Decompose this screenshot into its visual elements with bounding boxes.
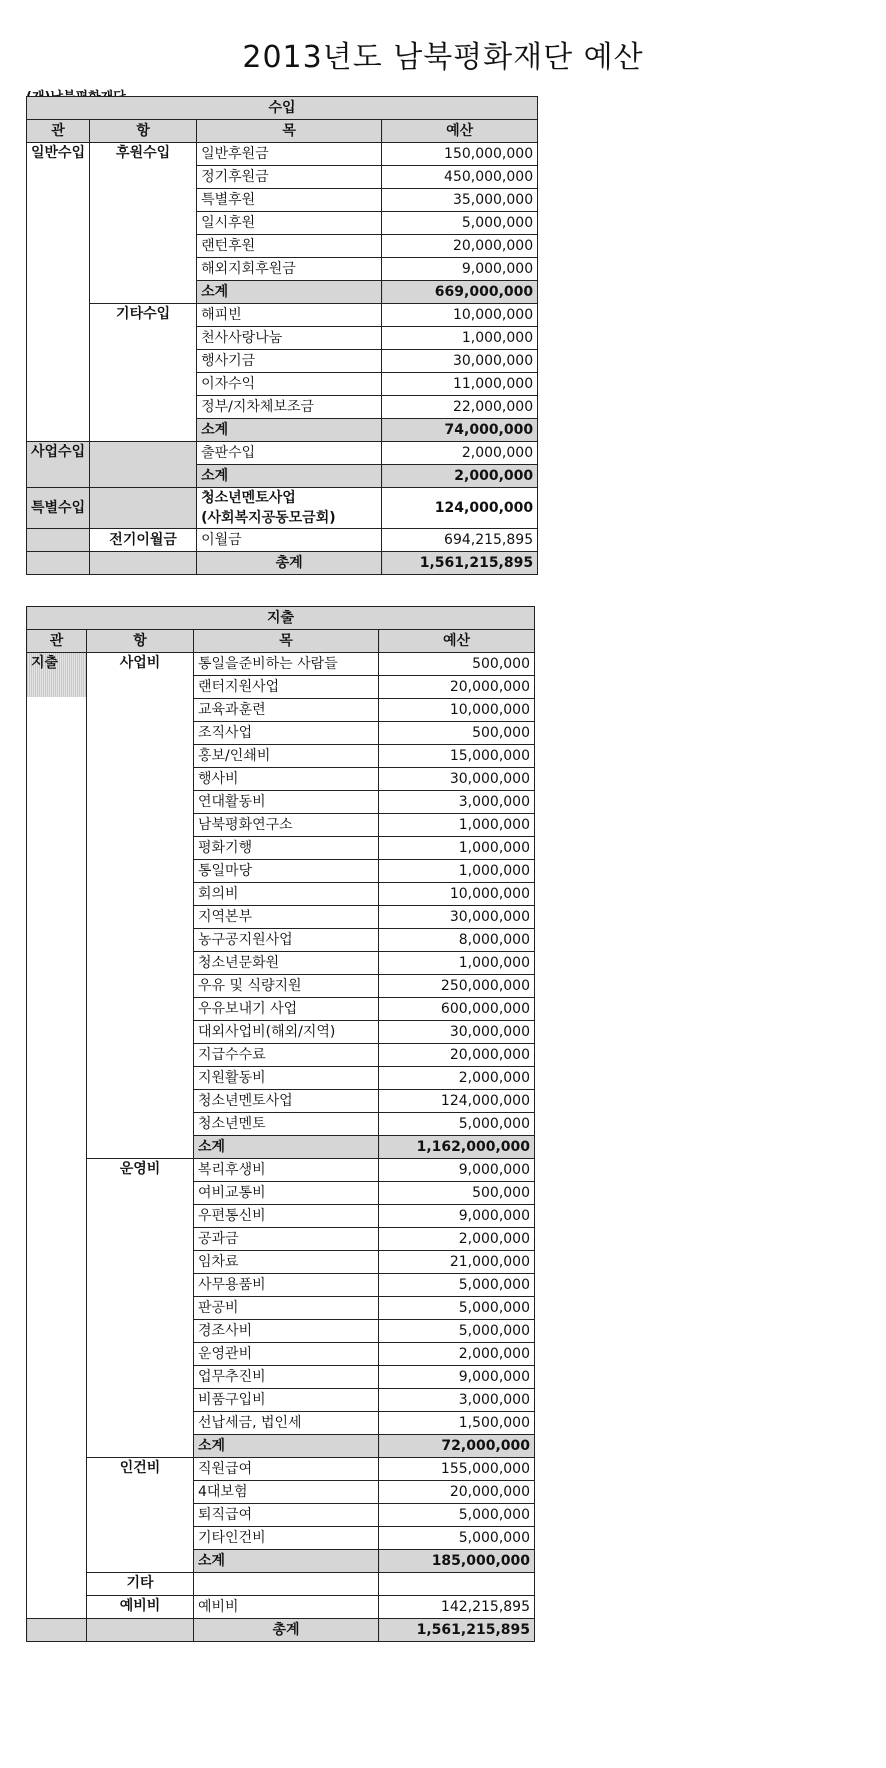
mok-cell: 여비교통비 — [194, 1182, 379, 1205]
mok-cell: 천사사랑나눔 — [197, 327, 382, 350]
mok-cell: 4대보험 — [194, 1481, 379, 1504]
amount-cell: 2,000,000 — [382, 465, 538, 488]
hang-cell — [90, 552, 197, 575]
table-row — [27, 1458, 535, 1481]
total-label: 총계 — [197, 552, 382, 575]
mok-cell: 특별후원 — [197, 189, 382, 212]
total-row — [27, 1619, 535, 1642]
table-row — [27, 304, 538, 327]
mok-cell: 지원활동비 — [194, 1067, 379, 1090]
mok-cell: 농구공지원사업 — [194, 929, 379, 952]
amount-cell: 142,215,895 — [379, 1596, 535, 1619]
section-title: 지출 — [27, 607, 535, 630]
amount-cell: 20,000,000 — [379, 676, 535, 699]
mok-cell: 해외지회후원금 — [197, 258, 382, 281]
column-header: 목 — [194, 630, 379, 653]
amount-cell: 155,000,000 — [379, 1458, 535, 1481]
mok-cell: 직원급여 — [194, 1458, 379, 1481]
amount-cell: 2,000,000 — [379, 1067, 535, 1090]
amount-cell: 30,000,000 — [379, 768, 535, 791]
amount-cell: 9,000,000 — [382, 258, 538, 281]
section-title-row — [27, 97, 538, 120]
mok-cell: 기타인건비 — [194, 1527, 379, 1550]
hang-cell: 운영비 — [87, 1159, 194, 1458]
amount-cell: 1,500,000 — [379, 1412, 535, 1435]
hang-cell — [87, 1619, 194, 1642]
hang-cell: 사업비 — [87, 653, 194, 1159]
amount-cell: 9,000,000 — [379, 1159, 535, 1182]
amount-cell: 669,000,000 — [382, 281, 538, 304]
amount-cell: 20,000,000 — [382, 235, 538, 258]
amount-cell: 150,000,000 — [382, 143, 538, 166]
section-title-row — [27, 607, 535, 630]
table-row — [27, 143, 538, 166]
table-row — [27, 442, 538, 465]
mok-cell: 이자수익 — [197, 373, 382, 396]
mok-cell: 회의비 — [194, 883, 379, 906]
mok-cell: 퇴직급여 — [194, 1504, 379, 1527]
amount-cell: 35,000,000 — [382, 189, 538, 212]
mok-line: 청소년멘토사업 — [201, 490, 296, 506]
column-header: 예산 — [379, 630, 535, 653]
hang-cell: 기타수입 — [90, 304, 197, 442]
amount-cell: 11,000,000 — [382, 373, 538, 396]
mok-cell: 랜턴후원 — [197, 235, 382, 258]
mok-cell: 정기후원금 — [197, 166, 382, 189]
amount-cell: 21,000,000 — [379, 1251, 535, 1274]
mok-cell: 공과금 — [194, 1228, 379, 1251]
amount-cell: 2,000,000 — [379, 1228, 535, 1251]
amount-cell: 1,000,000 — [379, 952, 535, 975]
amount-cell: 5,000,000 — [379, 1113, 535, 1136]
mok-cell: 임차료 — [194, 1251, 379, 1274]
mok-cell: 경조사비 — [194, 1320, 379, 1343]
mok-cell: 청소년멘토사업 — [194, 1090, 379, 1113]
amount-cell: 5,000,000 — [379, 1297, 535, 1320]
amount-cell: 20,000,000 — [379, 1481, 535, 1504]
mok-cell: 소계 — [194, 1550, 379, 1573]
hang-cell: 예비비 — [87, 1596, 194, 1619]
amount-cell: 500,000 — [379, 722, 535, 745]
mok-cell: 이월금 — [197, 529, 382, 552]
mok-cell: 랜터지원사업 — [194, 676, 379, 699]
mok-cell: 지급수수료 — [194, 1044, 379, 1067]
amount-cell: 72,000,000 — [379, 1435, 535, 1458]
amount-cell: 8,000,000 — [379, 929, 535, 952]
column-header: 항 — [90, 120, 197, 143]
mok-cell: 선납세금, 법인세 — [194, 1412, 379, 1435]
total-amount: 1,561,215,895 — [382, 552, 538, 575]
total-row — [27, 552, 538, 575]
mok-cell: 청소년멘토 — [194, 1113, 379, 1136]
amount-cell: 450,000,000 — [382, 166, 538, 189]
mok-cell: 우유 및 식량지원 — [194, 975, 379, 998]
amount-cell: 500,000 — [379, 1182, 535, 1205]
hang-cell: 기타 — [87, 1573, 194, 1596]
gwan-label: 지출 — [27, 653, 86, 697]
mok-cell: 남북평화연구소 — [194, 814, 379, 837]
table-row — [27, 1573, 535, 1596]
mok-cell: 통일을준비하는 사람들 — [194, 653, 379, 676]
amount-cell: 600,000,000 — [379, 998, 535, 1021]
amount-cell: 22,000,000 — [382, 396, 538, 419]
column-header: 예산 — [382, 120, 538, 143]
table-row — [27, 1159, 535, 1182]
amount-cell: 9,000,000 — [379, 1366, 535, 1389]
amount-cell: 20,000,000 — [379, 1044, 535, 1067]
amount-cell: 2,000,000 — [382, 442, 538, 465]
mok-cell: 업무추진비 — [194, 1366, 379, 1389]
mok-cell: 지역본부 — [194, 906, 379, 929]
amount-cell: 5,000,000 — [382, 212, 538, 235]
hang-cell — [90, 488, 197, 529]
amount-cell: 15,000,000 — [379, 745, 535, 768]
amount-cell: 1,000,000 — [379, 860, 535, 883]
gwan-cell — [27, 1619, 87, 1642]
mok-cell: 해피빈 — [197, 304, 382, 327]
total-label: 총계 — [194, 1619, 379, 1642]
expense-table — [26, 606, 535, 1642]
amount-cell: 1,000,000 — [382, 327, 538, 350]
mok-cell: 소계 — [194, 1136, 379, 1159]
mok-cell: 운영관비 — [194, 1343, 379, 1366]
amount-cell: 1,000,000 — [379, 814, 535, 837]
amount-cell: 1,162,000,000 — [379, 1136, 535, 1159]
mok-cell: 교육과훈련 — [194, 699, 379, 722]
hang-cell: 전기이월금 — [90, 529, 197, 552]
mok-cell: 소계 — [197, 419, 382, 442]
table-row — [27, 529, 538, 552]
amount-cell: 10,000,000 — [379, 883, 535, 906]
amount-cell: 500,000 — [379, 653, 535, 676]
mok-cell: 사무용품비 — [194, 1274, 379, 1297]
mok-cell: 통일마당 — [194, 860, 379, 883]
column-header: 목 — [197, 120, 382, 143]
mok-cell: 우편통신비 — [194, 1205, 379, 1228]
amount-cell: 30,000,000 — [382, 350, 538, 373]
amount-cell: 5,000,000 — [379, 1504, 535, 1527]
amount-cell: 30,000,000 — [379, 1021, 535, 1044]
amount-cell: 9,000,000 — [379, 1205, 535, 1228]
mok-cell — [197, 488, 382, 529]
gwan-cell — [27, 552, 90, 575]
amount-cell: 10,000,000 — [379, 699, 535, 722]
header-row — [27, 630, 535, 653]
table-row — [27, 488, 538, 529]
mok-cell: 일시후원 — [197, 212, 382, 235]
mok-cell: 출판수입 — [197, 442, 382, 465]
gwan-cell: 특별수입 — [27, 488, 90, 529]
amount-cell: 5,000,000 — [379, 1320, 535, 1343]
mok-cell: 연대활동비 — [194, 791, 379, 814]
header-row — [27, 120, 538, 143]
mok-cell — [194, 1573, 379, 1596]
mok-cell: 청소년문화원 — [194, 952, 379, 975]
mok-cell: 정부/지차체보조금 — [197, 396, 382, 419]
amount-cell: 1,000,000 — [379, 837, 535, 860]
mok-line: (사회복지공동모금회) — [201, 510, 336, 526]
column-header: 항 — [87, 630, 194, 653]
mok-cell: 홍보/인쇄비 — [194, 745, 379, 768]
mok-cell: 소계 — [194, 1435, 379, 1458]
mok-cell: 예비비 — [194, 1596, 379, 1619]
gwan-cell: 사업수입 — [27, 442, 90, 488]
gwan-cell — [27, 529, 90, 552]
amount-cell: 2,000,000 — [379, 1343, 535, 1366]
table-row — [27, 1596, 535, 1619]
section-title: 수입 — [27, 97, 538, 120]
mok-cell: 대외사업비(해외/지역) — [194, 1021, 379, 1044]
mok-cell: 소계 — [197, 465, 382, 488]
amount-cell: 3,000,000 — [379, 1389, 535, 1412]
mok-cell: 비품구입비 — [194, 1389, 379, 1412]
page-title: 2013년도 남북평화재단 예산 — [242, 40, 644, 75]
hang-cell: 인건비 — [87, 1458, 194, 1573]
amount-cell: 10,000,000 — [382, 304, 538, 327]
mok-cell: 판공비 — [194, 1297, 379, 1320]
amount-cell: 124,000,000 — [379, 1090, 535, 1113]
amount-cell: 5,000,000 — [379, 1274, 535, 1297]
amount-cell: 185,000,000 — [379, 1550, 535, 1573]
hang-cell: 후원수입 — [90, 143, 197, 304]
amount-cell: 30,000,000 — [379, 906, 535, 929]
column-header: 관 — [27, 630, 87, 653]
mok-cell: 일반후원금 — [197, 143, 382, 166]
mok-cell: 복리후생비 — [194, 1159, 379, 1182]
gwan-cell — [27, 653, 87, 1619]
amount-cell: 124,000,000 — [382, 488, 538, 529]
mok-cell: 평화기행 — [194, 837, 379, 860]
mok-cell: 행사기금 — [197, 350, 382, 373]
mok-cell: 우유보내기 사업 — [194, 998, 379, 1021]
amount-cell: 74,000,000 — [382, 419, 538, 442]
mok-cell: 행사비 — [194, 768, 379, 791]
mok-cell: 소계 — [197, 281, 382, 304]
amount-cell: 694,215,895 — [382, 529, 538, 552]
amount-cell: 3,000,000 — [379, 791, 535, 814]
amount-cell: 5,000,000 — [379, 1527, 535, 1550]
hang-cell — [90, 442, 197, 488]
mok-cell: 조직사업 — [194, 722, 379, 745]
income-table — [26, 96, 538, 575]
amount-cell — [379, 1573, 535, 1596]
total-amount: 1,561,215,895 — [379, 1619, 535, 1642]
column-header: 관 — [27, 120, 90, 143]
gwan-cell: 일반수입 — [27, 143, 90, 442]
amount-cell: 250,000,000 — [379, 975, 535, 998]
table-row — [27, 653, 535, 676]
